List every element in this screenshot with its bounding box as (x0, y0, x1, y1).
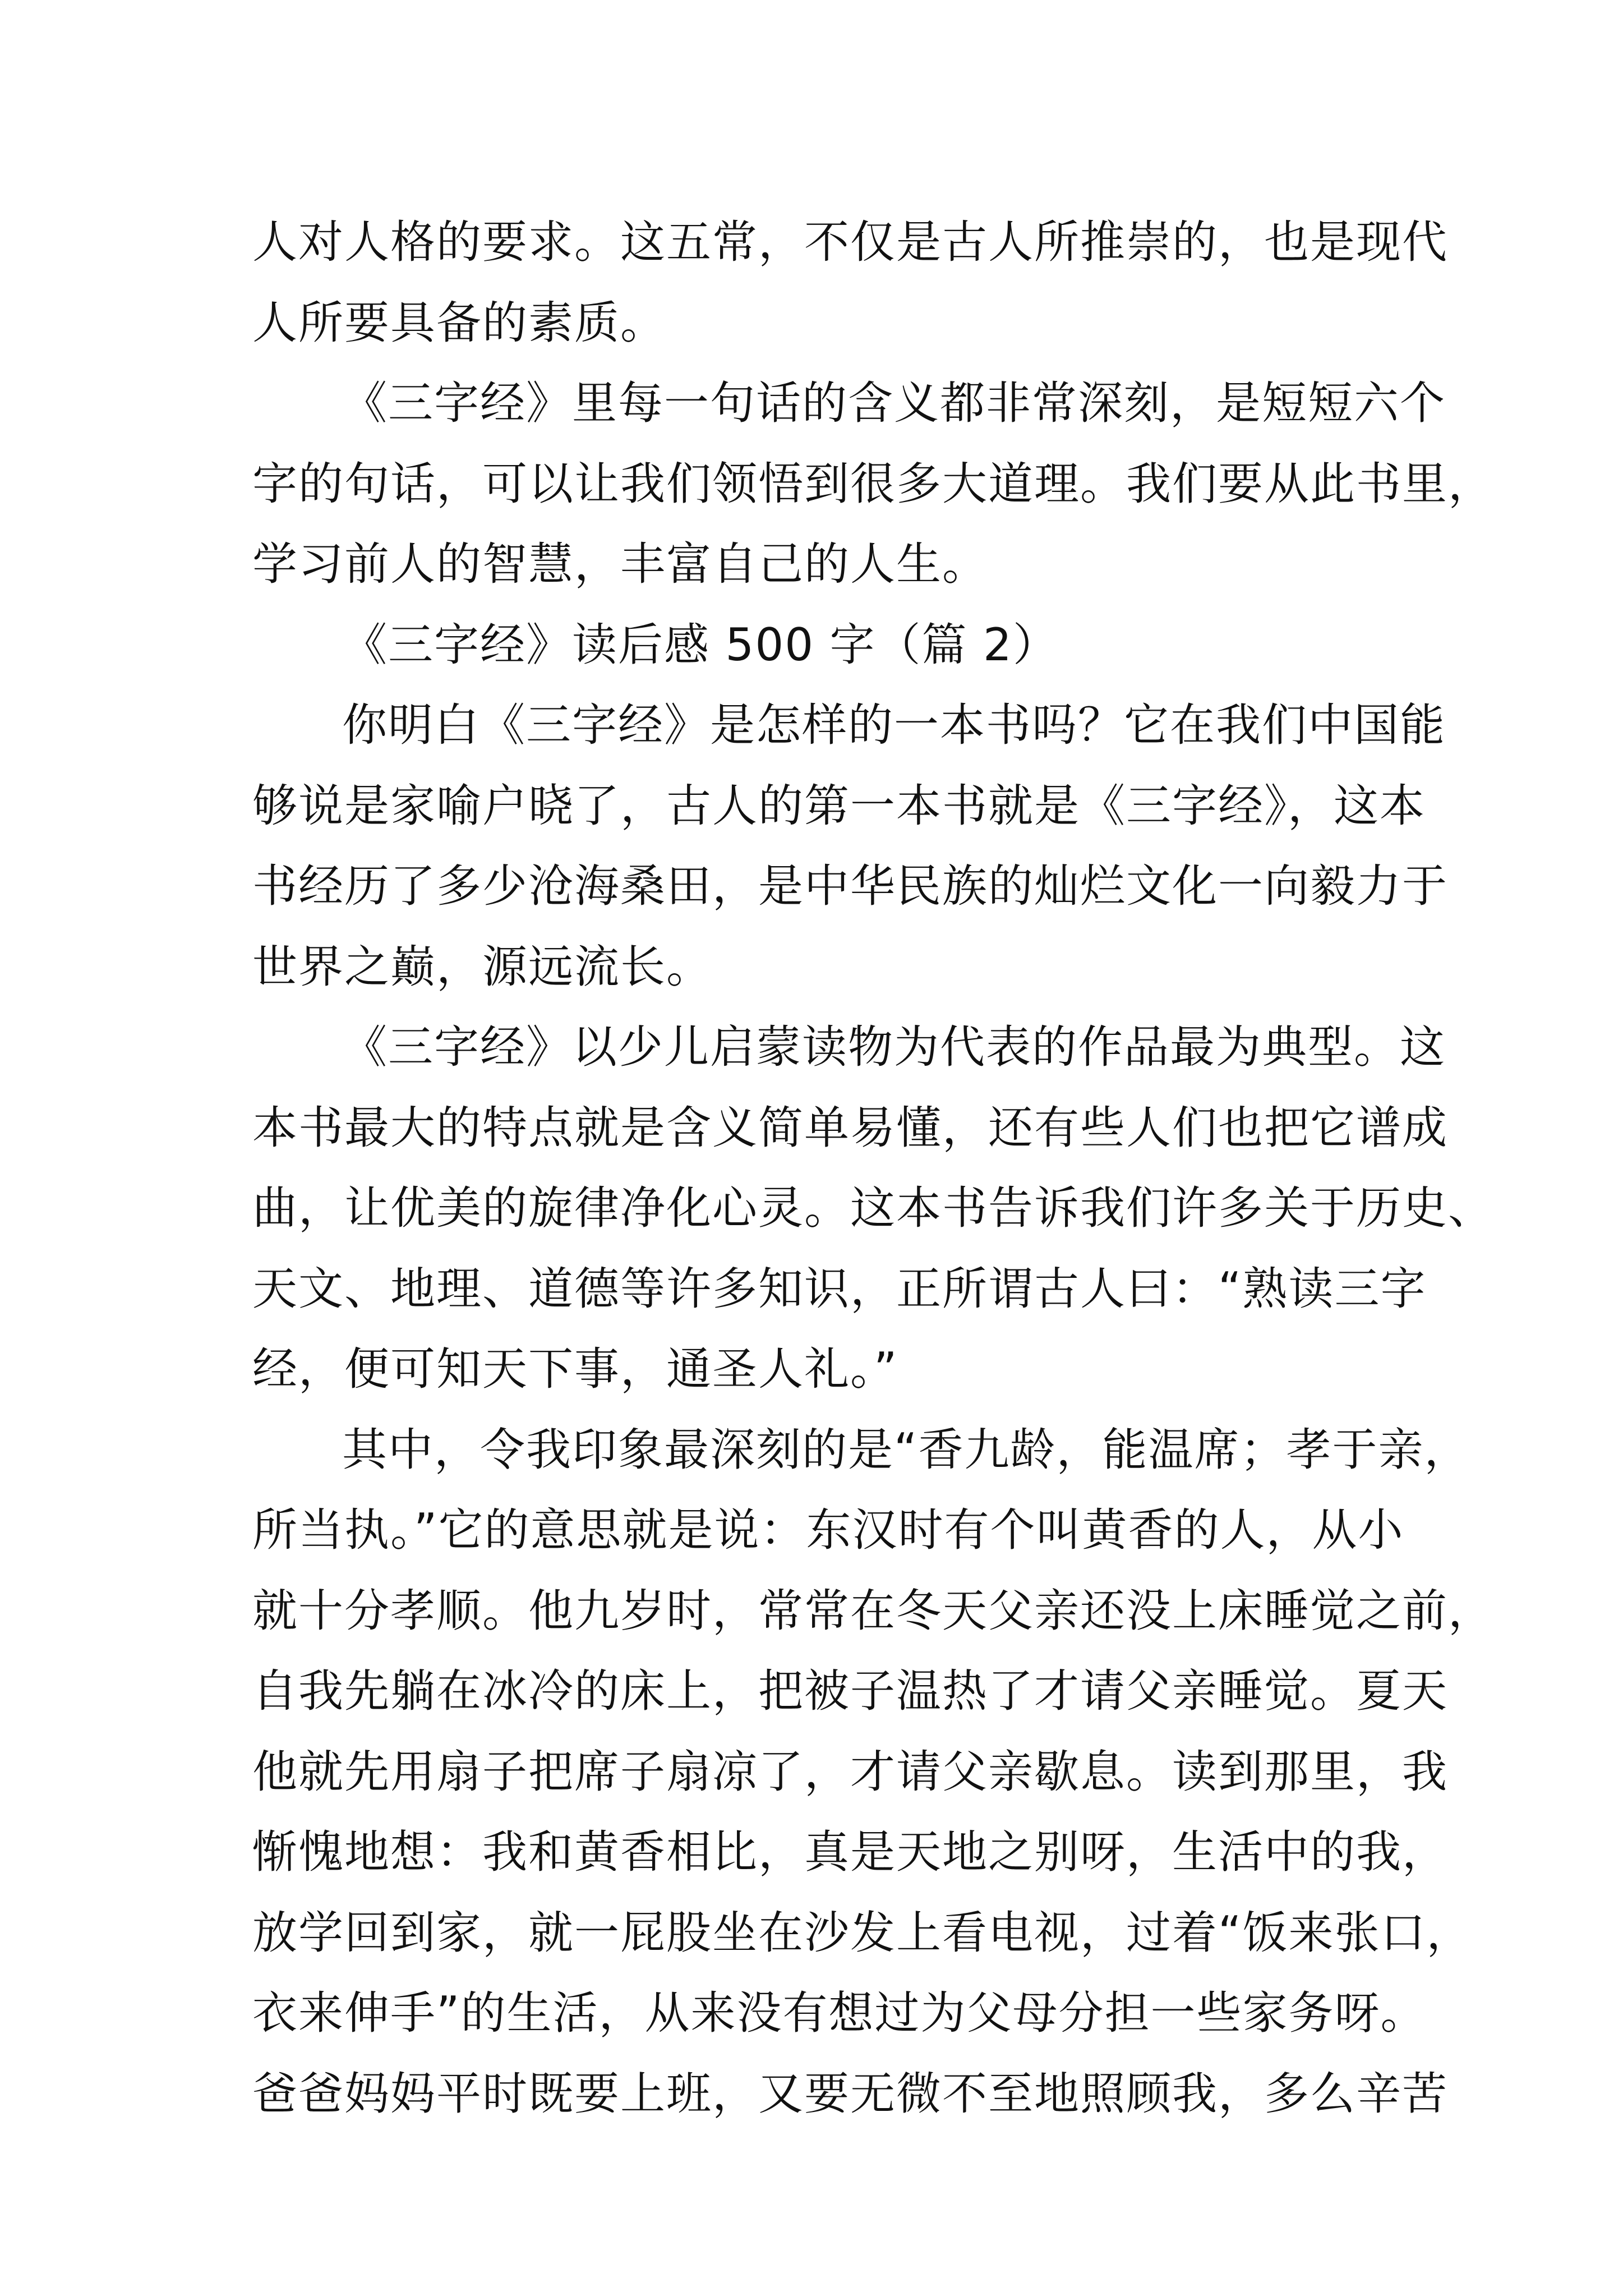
text-line: 字的句话，可以让我们领悟到很多大道理。我们要从此书里， (252, 457, 1494, 510)
text-line: 爸爸妈妈平时既要上班，又要无微不至地照顾我，多么辛苦 (252, 2067, 1448, 2120)
text-line: 其中，令我印象最深刻的是“香九龄，能温席；孝于亲， (342, 1423, 1470, 1476)
text-line: 经，便可知天下事，通圣人礼。” (252, 1343, 898, 1395)
text-line: 他就先用扇子把席子扇凉了，才请父亲歇息。读到那里，我 (252, 1745, 1448, 1798)
text-line: 本书最大的特点就是含义简单易懂，还有些人们也把它谱成 (252, 1101, 1448, 1154)
text-line: 学习前人的智慧，丰富自己的人生。 (252, 538, 988, 590)
text-line: 《三字经》以少儿启蒙读物为代表的作品最为典型。这 (342, 1021, 1446, 1073)
text-line: 所当执。”它的意思就是说：东汉时有个叫黄香的人，从小 (252, 1504, 1404, 1556)
text-line: 人对人格的要求。这五常，不仅是古人所推崇的，也是现代 (252, 216, 1448, 268)
text-line: 就十分孝顺。他九岁时，常常在冬天父亲还没上床睡觉之前， (252, 1584, 1494, 1637)
text-line: 人所要具备的素质。 (252, 296, 666, 349)
text-line: 书经历了多少沧海桑田，是中华民族的灿烂文化一向毅力于 (252, 860, 1448, 912)
document-body-text (252, 202, 1494, 2134)
text-line: 世界之巅，源远流长。 (252, 940, 712, 993)
text-line: 衣来伸手”的生活，从来没有想过为父母分担一些家务呀。 (252, 1987, 1427, 2039)
text-line: 惭愧地想：我和黄香相比，真是天地之别呀，生活中的我， (252, 1826, 1448, 1878)
text-line: 《三字经》里每一句话的含义都非常深刻，是短短六个 (342, 377, 1446, 429)
text-line: 曲，让优美的旋律净化心灵。这本书告诉我们许多关于历史、 (252, 1182, 1494, 1234)
text-line: 够说是家喻户晓了，古人的第一本书就是《三字经》，这本 (252, 779, 1426, 832)
text-line: 天文、地理、道德等许多知识，正所谓古人曰：“熟读三字 (252, 1262, 1427, 1315)
section-heading: 《三字经》读后感 500 字（篇 2） (342, 618, 1059, 671)
text-line: 放学回到家，就一屁股坐在沙发上看电视，过着“饭来张口， (252, 1906, 1473, 1959)
text-line: 自我先躺在冰冷的床上，把被子温热了才请父亲睡觉。夏天 (252, 1665, 1448, 1717)
text-line: 你明白《三字经》是怎样的一本书吗？它在我们中国能 (342, 699, 1446, 751)
